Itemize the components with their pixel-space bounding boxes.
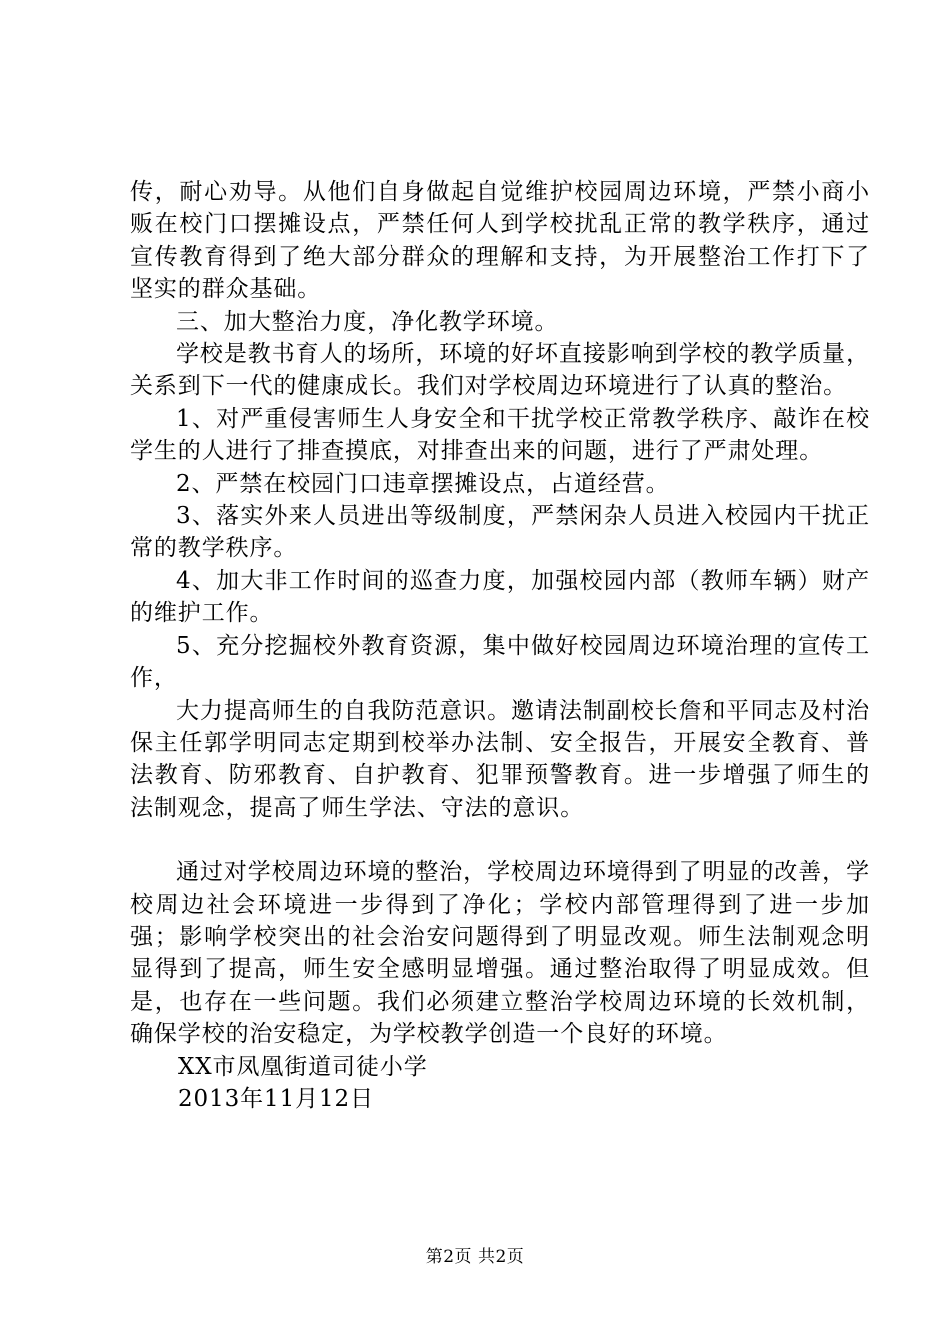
- list-item-3: 3、落实外来人员进出等级制度，严禁闲杂人员进入校园内干扰正常的教学秩序。: [130, 503, 870, 562]
- list-item-4: 4、加大非工作时间的巡查力度，加强校园内部（教师车辆）财产的维护工作。: [130, 567, 870, 627]
- list-item-5: 5、充分挖掘校外教育资源，集中做好校园周边环境治理的宣传工作，: [130, 632, 870, 692]
- section-heading-3: 三、加大整治力度，净化教学环境。: [176, 308, 559, 335]
- signature-organization: XX市凤凰街道司徒小学: [178, 1053, 428, 1080]
- paragraph-continued: 传，耐心劝导。从他们自身做起自觉维护校园周边环境，严禁小商小贩在校门口摆摊设点，严禁任何人到学校扰乱正常的教学秩序，通过宣传教育得到了绝大部分群众的理解和支持，为开展整治工作打下了坚实的群众基础。: [130, 179, 870, 303]
- signature-date: 2013年11月12日: [178, 1085, 374, 1112]
- document-body: [130, 176, 870, 1115]
- list-item-1: 1、对严重侵害师生人身安全和干扰学校正常教学秩序、敲诈在校学生的人进行了排查摸底，对排查出来的问题，进行了严肃处理。: [130, 405, 870, 465]
- paragraph-intro: 学校是教书育人的场所，环境的好坏直接影响到学校的教学质量，关系到下一代的健康成长。我们对学校周边环境进行了认真的整治。: [130, 341, 870, 400]
- page-number-footer: 第2页 共2页: [425, 1247, 525, 1267]
- paragraph-legal-education: 大力提高师生的自我防范意识。邀请法制副校长詹和平同志及村治保主任郭学明同志定期到校举办法制、安全报告，开展安全教育、普法教育、防邪教育、自护教育、犯罪预警教育。进一步增强了师生的法制观念，提高了师生学法、守法的意识。: [130, 697, 870, 821]
- list-item-2: 2、严禁在校园门口违章摆摊设点，占道经营。: [176, 470, 670, 497]
- paragraph-conclusion: 通过对学校周边环境的整治，学校周边环境得到了明显的改善，学校周边社会环境进一步得到了净化；学校内部管理得到了进一步加强；影响学校突出的社会治安问题得到了明显改观。师生法制观念明显得到了提高，师生安全感明显增强。通过整治取得了明显成效。但是，也存在一些问题。我们必须建立整治学校周边环境的长效机制，确保学校的治安稳定，为学校教学创造一个良好的环境。: [130, 859, 870, 1048]
